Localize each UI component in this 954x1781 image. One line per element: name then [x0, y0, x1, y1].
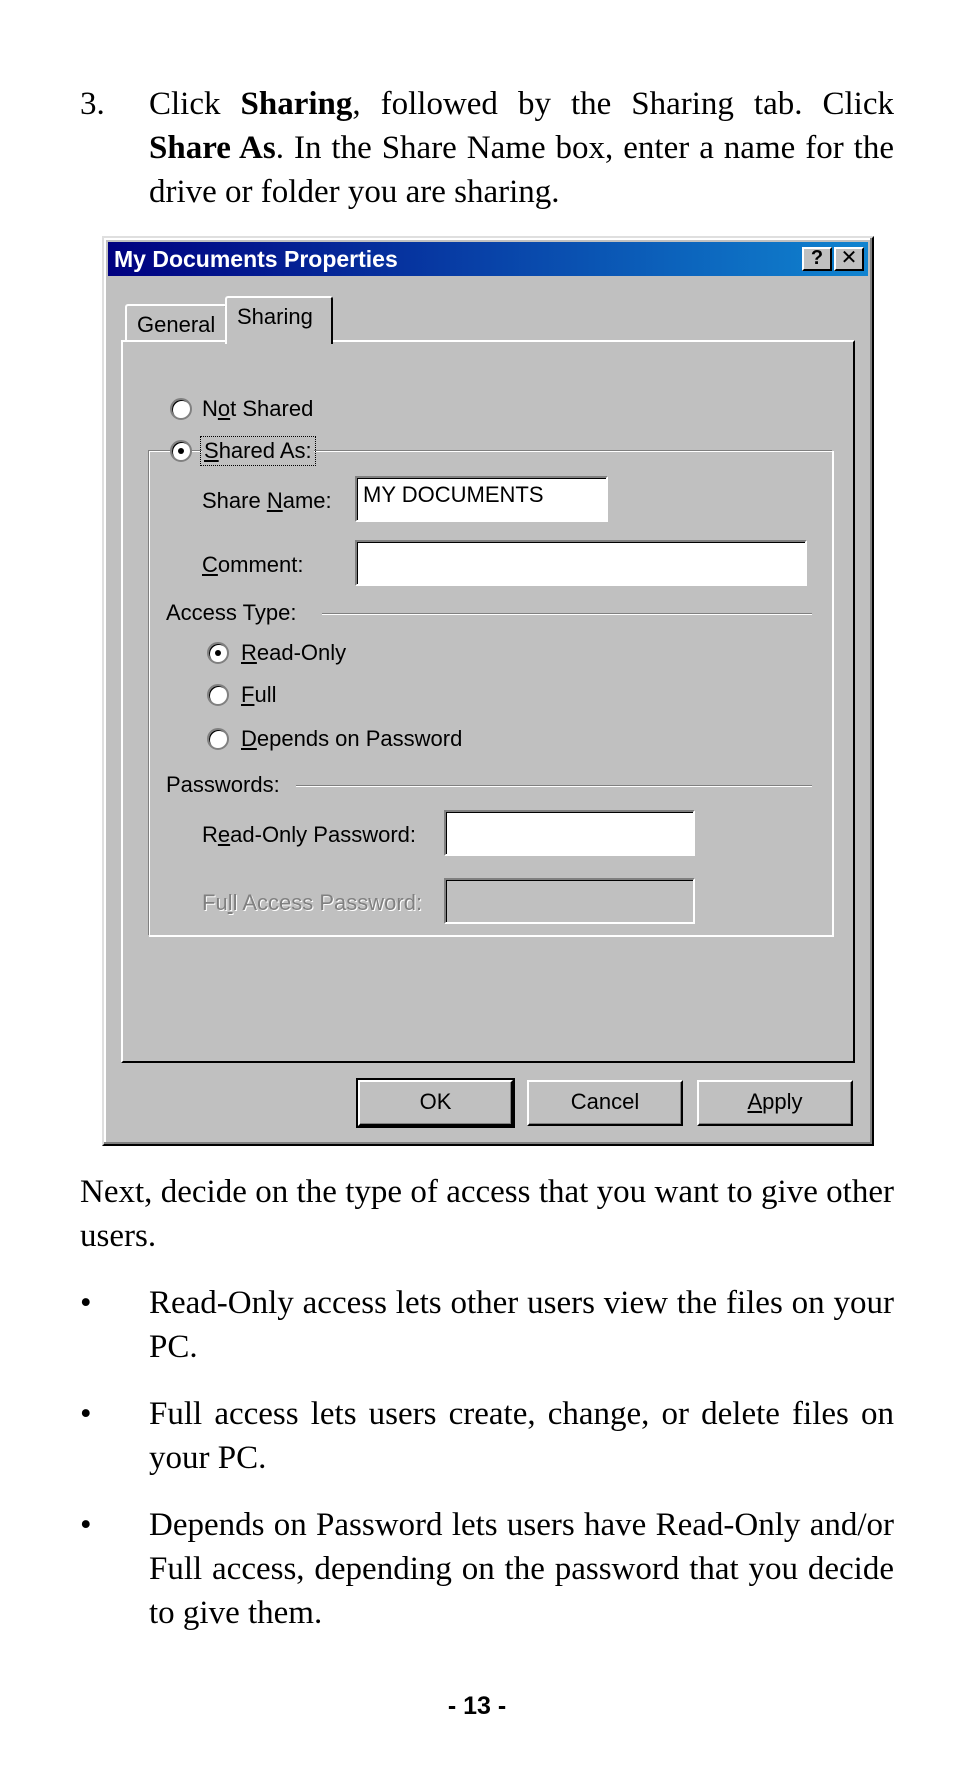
step-number: 3.: [80, 86, 105, 122]
bullet-glyph: •: [80, 1396, 92, 1432]
access-type-separator: [322, 613, 812, 615]
passwords-separator: [296, 785, 812, 787]
next-paragraph: Next, decide on the type of access that you want to give other users.: [80, 1174, 894, 1254]
bullet-glyph: •: [80, 1507, 92, 1543]
share-as-term: Share As: [149, 130, 276, 166]
dialog-titlebar[interactable]: [108, 242, 868, 276]
bullet-read-only: Read-Only access lets other users view the files on your PC.: [149, 1285, 894, 1365]
dialog-title: My Documents Properties: [114, 246, 398, 272]
page-number: - 13 -: [447, 1692, 507, 1720]
not-shared-label[interactable]: Not Shared: [202, 396, 314, 421]
cancel-button[interactable]: Cancel: [527, 1080, 683, 1126]
close-button[interactable]: [834, 247, 864, 271]
access-type-label: Access Type:: [166, 600, 297, 625]
shared-as-label[interactable]: Shared As:: [204, 438, 312, 463]
apply-button[interactable]: Apply: [697, 1080, 853, 1126]
bullet-full: Full access lets users create, change, or delete files on your PC.: [149, 1396, 894, 1476]
read-only-password-input[interactable]: [444, 810, 695, 856]
properties-dialog: [102, 236, 874, 1146]
ok-button[interactable]: OK: [358, 1080, 513, 1126]
read-only-radio[interactable]: [207, 642, 229, 664]
depends-on-password-radio[interactable]: [207, 728, 229, 750]
passwords-label: Passwords:: [166, 772, 280, 797]
sharing-term: Sharing: [240, 86, 353, 122]
full-label[interactable]: Full: [241, 682, 277, 707]
shared-as-radio[interactable]: [170, 440, 192, 462]
comment-label: Comment:: [202, 552, 304, 577]
tab-sharing[interactable]: Sharing: [225, 296, 333, 344]
tab-general[interactable]: General: [125, 304, 227, 342]
full-access-password-input: [444, 878, 695, 924]
comment-input[interactable]: [355, 540, 807, 586]
share-name-input[interactable]: MY DOCUMENTS: [355, 476, 608, 522]
full-radio[interactable]: [207, 684, 229, 706]
not-shared-radio[interactable]: [170, 398, 192, 420]
close-icon: ✕: [840, 247, 858, 269]
step-instruction: Click Sharing, followed by the Sharing tab. Click Share As. In the Share Name box, enter a name for the drive or folder you are sharing.: [149, 86, 894, 210]
depends-on-password-label[interactable]: Depends on Password: [241, 726, 463, 751]
read-only-password-label: Read-Only Password:: [202, 822, 416, 847]
read-only-label[interactable]: Read-Only: [241, 640, 347, 665]
help-icon: ?: [810, 247, 824, 269]
share-name-label: Share Name:: [202, 488, 332, 513]
help-button[interactable]: [802, 247, 832, 271]
bullet-depends-on-password: Depends on Password lets users have Read-Only and/or Full access, depending on the password that you decide to give them.: [149, 1507, 894, 1631]
bullet-glyph: •: [80, 1285, 92, 1321]
full-access-password-label: Full Access Password:: [202, 890, 423, 915]
